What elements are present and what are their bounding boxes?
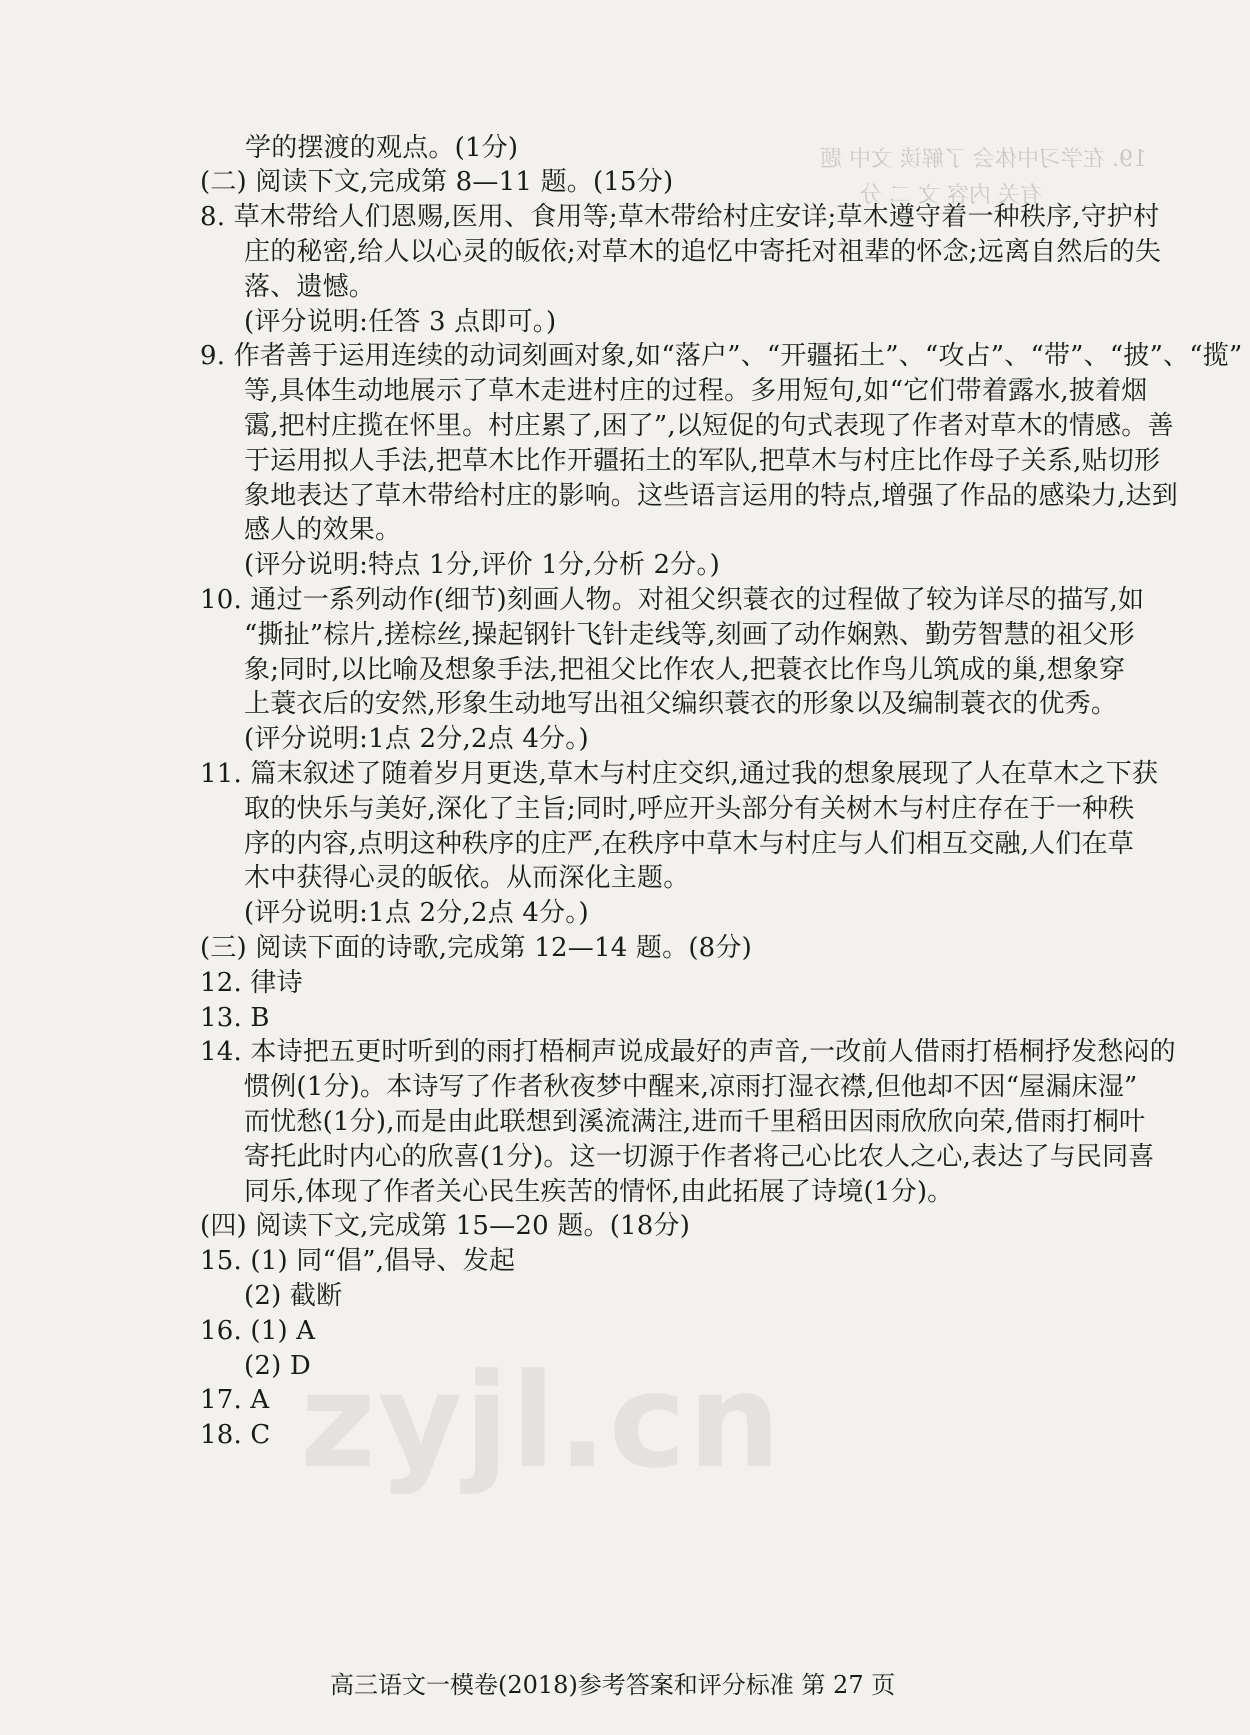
text-line: 惯例(1分)。本诗写了作者秋夜梦中醒来,凉雨打湿衣襟,但他却不因“屋漏床湿” [244, 1072, 1138, 1102]
scoring-note: (评分说明:1点 2分,2点 4分。) [244, 898, 589, 928]
text-line: 象地表达了草木带给村庄的影响。这些语言运用的特点,增强了作品的感染力,达到 [244, 481, 1178, 511]
answer-16-part-2: (2) D [244, 1351, 311, 1381]
answer-10: 10. 通过一系列动作(细节)刻画人物。对祖父织蓑衣的过程做了较为详尽的描写,如 [200, 585, 1145, 615]
answer-16: 16. (1) A [200, 1316, 316, 1346]
scoring-note: (评分说明:1点 2分,2点 4分。) [244, 724, 589, 754]
text-line: 庄的秘密,给人以心灵的皈依;对草木的追忆中寄托对祖辈的怀念;远离自然后的失 [244, 237, 1162, 267]
text-line: 而忧愁(1分),而是由此联想到溪流满注,进而千里稻田因雨欣欣向荣,借雨打桐叶 [244, 1107, 1146, 1137]
bleed-through-text: 19. 在学习中体会 了解读 文中 题 [820, 147, 1147, 172]
scoring-note: (评分说明:特点 1分,评价 1分,分析 2分。) [244, 550, 720, 580]
text-line: 象;同时,以比喻及想象手法,把祖父比作农人,把蓑衣比作鸟儿筑成的巢,想象穿 [244, 655, 1126, 685]
text-line: 寄托此时内心的欣喜(1分)。这一切源于作者将己心比农人之心,表达了与民同喜 [244, 1142, 1155, 1172]
bleed-through-text: 有关 内容 文 二 分 [860, 183, 1042, 208]
text-line: 上蓑衣后的安然,形象生动地写出祖父编织蓑衣的形象以及编制蓑衣的优秀。 [244, 689, 1118, 719]
answer-15-part-2: (2) 截断 [244, 1281, 343, 1311]
scoring-note: (评分说明:任答 3 点即可。) [244, 307, 557, 337]
text-line: 落、遗憾。 [244, 272, 376, 302]
answer-12: 12. 律诗 [200, 968, 303, 998]
text-line: 感人的效果。 [244, 515, 402, 545]
section-heading: (三) 阅读下面的诗歌,完成第 12—14 题。(8分) [200, 933, 752, 963]
answer-17: 17. A [200, 1385, 270, 1415]
answer-15: 15. (1) 同“倡”,倡导、发起 [200, 1246, 516, 1276]
text-line: 序的内容,点明这种秩序的庄严,在秩序中草木与村庄与人们相互交融,人们在草 [244, 829, 1134, 859]
section-heading: (四) 阅读下文,完成第 15—20 题。(18分) [200, 1211, 691, 1241]
answer-11: 11. 篇末叙述了随着岁月更迭,草木与村庄交织,通过我的想象展现了人在草木之下获 [200, 759, 1159, 789]
text-line: 等,具体生动地展示了草木走进村庄的过程。多用短句,如“它们带着露水,披着烟 [244, 376, 1148, 406]
answer-8: 8. 草木带给人们恩赐,医用、食用等;草木带给村庄安详;草木遵守着一种秩序,守护村 [200, 202, 1160, 232]
text-line: 霭,把村庄揽在怀里。村庄累了,困了”,以短促的句式表现了作者对草木的情感。善 [244, 411, 1174, 441]
answer-14: 14. 本诗把五更时听到的雨打梧桐声说成最好的声音,一改前人借雨打梧桐抒发愁闷的 [200, 1037, 1176, 1067]
section-heading: (二) 阅读下文,完成第 8—11 题。(15分) [200, 167, 674, 197]
answer-13: 13. B [200, 1003, 270, 1033]
watermark: zyjl.cn [300, 1345, 783, 1497]
answer-18: 18. C [200, 1420, 271, 1450]
text-line: 木中获得心灵的皈依。从而深化主题。 [244, 863, 690, 893]
text-line: 同乐,体现了作者关心民生疾苦的情怀,由此拓展了诗境(1分)。 [244, 1177, 954, 1207]
text-line: 学的摆渡的观点。(1分) [245, 133, 519, 163]
text-line: 取的快乐与美好,深化了主旨;同时,呼应开头部分有关树木与村庄存在于一种秩 [244, 794, 1135, 824]
answer-9: 9. 作者善于运用连续的动词刻画对象,如“落户”、“开疆拓土”、“攻占”、“带”、“披”、“揽” [200, 341, 1243, 371]
page-footer: 高三语文一模卷(2018)参考答案和评分标准 第 27 页 [330, 1671, 896, 1699]
text-line: “撕扯”棕片,搓棕丝,操起钢针飞针走线等,刻画了动作娴熟、勤劳智慧的祖父形 [244, 620, 1135, 650]
text-line: 于运用拟人手法,把草木比作开疆拓土的军队,把草木与村庄比作母子关系,贴切形 [244, 446, 1161, 476]
